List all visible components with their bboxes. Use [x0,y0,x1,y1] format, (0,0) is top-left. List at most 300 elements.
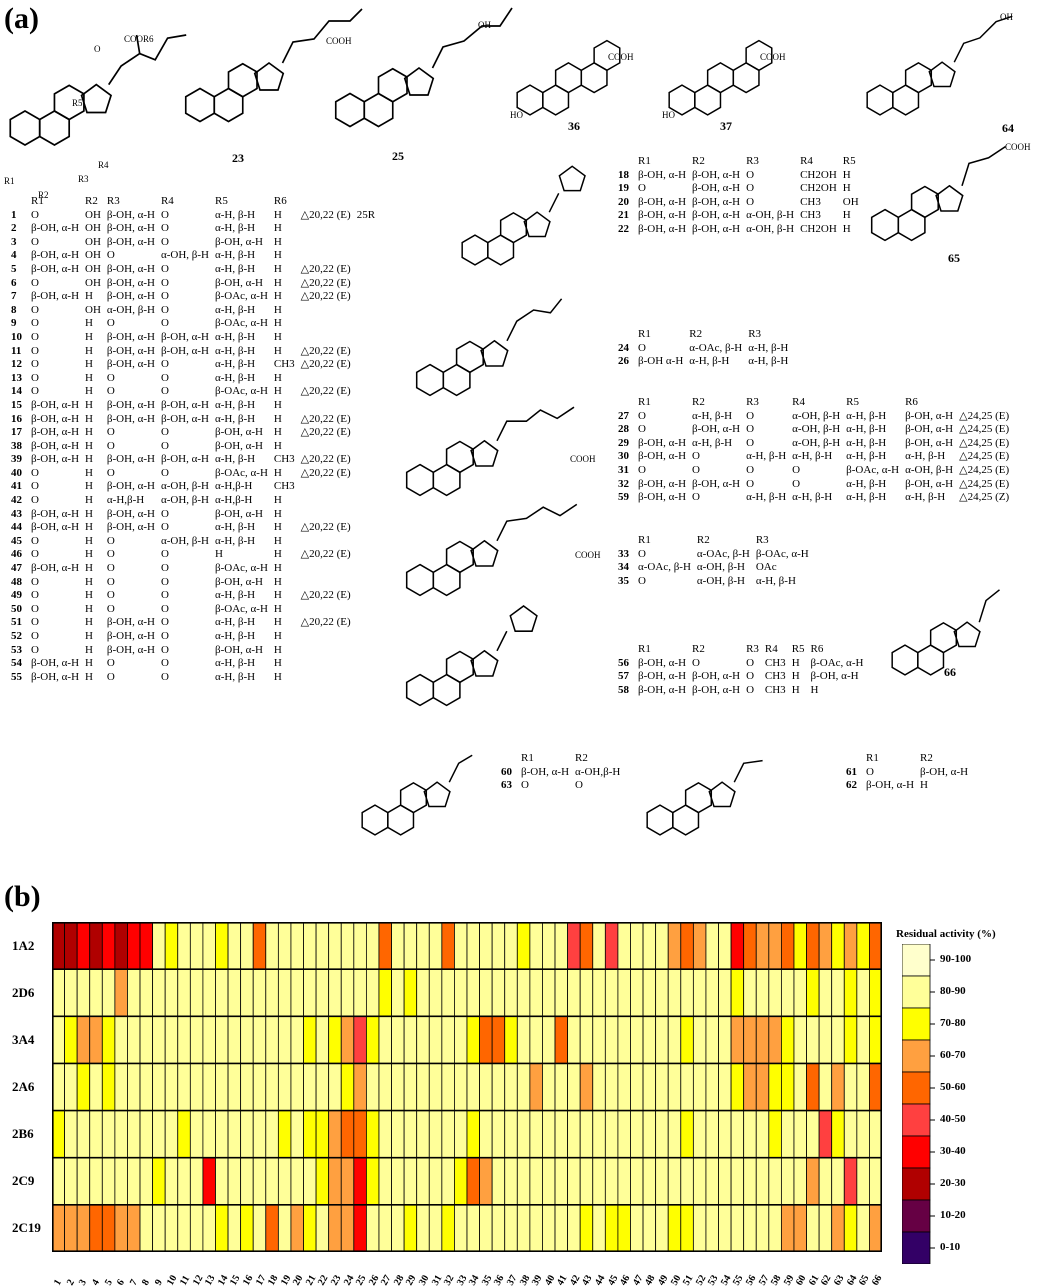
heatmap-cell [605,1016,618,1063]
heatmap-cell [744,1016,757,1063]
table-cell: O [31,616,39,629]
heatmap-cell [127,1158,140,1205]
table-cell: α-H, β-H [846,477,887,490]
table-header-row [615,534,812,548]
table-cell: α-OH, β-H [160,494,209,507]
heatmap-cell [832,922,845,969]
heatmap-cell [517,1063,530,1110]
table-cell [298,236,354,250]
table-row [8,657,378,671]
table-cell: α-OH, β-H [160,534,209,547]
table-cell: α-OH,β-H [575,765,621,778]
heatmap-cell [127,1111,140,1158]
compound-number: 31 [618,463,629,476]
heatmap-cell [819,969,832,1016]
heatmap-cell [542,922,555,969]
table-cell: O [746,409,755,422]
legend-label: 90-100 [940,953,972,965]
compound-number: 42 [11,494,22,507]
heatmap-cell [769,1205,782,1252]
heatmap-cell [316,1016,329,1063]
heatmap-cell [379,1205,392,1252]
table-row [8,426,378,440]
compound-number: 57 [618,670,629,683]
heatmap-cell [190,969,203,1016]
heatmap-cell [719,1111,732,1158]
heatmap-cell [643,1205,656,1252]
table-row [8,548,378,562]
table-cell: H [791,656,800,669]
heatmap-column-label: 33 [454,1273,470,1288]
heatmap-cell [480,922,493,969]
heatmap-cell [706,1016,719,1063]
table-cell: O [106,466,115,479]
table-cell: O [31,330,39,343]
table-cell: O [31,276,39,289]
heatmap-column-label: 46 [618,1273,633,1288]
label-23-cooh: COOH [326,36,352,46]
heatmap-cell [656,969,669,1016]
heatmap-cell [454,1063,467,1110]
compound-number: 52 [11,630,22,642]
heatmap-cell [492,1111,505,1158]
table-cell: H [273,371,282,384]
table-cell: β-OH, α-H [106,235,155,248]
table-cell: α-H, β-H [746,491,787,504]
compound-number: 40 [11,466,22,479]
heatmap-cell [656,1205,669,1252]
heatmap-column-label: 42 [567,1273,583,1288]
compound-number: 24 [618,341,629,354]
heatmap-cell [65,1063,78,1110]
heatmap-cell [857,1063,870,1110]
heatmap-cell [656,1111,669,1158]
table-cell: O [160,222,169,235]
heatmap-column-label: 56 [743,1273,759,1288]
table-header-cell: R2 [920,752,933,764]
table-61-62 [843,752,971,793]
heatmap-cell [668,1016,681,1063]
table-56-58 [615,643,866,697]
heatmap-cell [140,1158,153,1205]
heatmap-cell [329,1016,342,1063]
heatmap-cell [807,1158,820,1205]
table-cell: β-OH, α-H [214,426,264,439]
heatmap-cell [77,922,90,969]
compound-number: 38 [11,439,22,452]
table-cell: CH2OH [800,168,837,181]
table-cell [298,331,354,345]
heatmap-cell [153,1205,166,1252]
table-cell: O [31,630,39,642]
table-header-cell: R2 [692,396,705,408]
heatmap-cell [492,1158,505,1205]
heatmap-cell [681,1158,694,1205]
compound-number-65: 65 [948,251,960,265]
table-header-row [8,195,378,209]
heatmap-cell [165,922,178,969]
heatmap-cell [354,1016,367,1063]
heatmap-cell [115,1016,128,1063]
heatmap-cell [731,1158,744,1205]
heatmap-cell [580,1111,593,1158]
heatmap-cell [769,969,782,1016]
table-cell: α-H, β-H [792,491,833,504]
table-cell [298,657,354,671]
table-cell: O [106,534,115,547]
heatmap-cell [530,1016,543,1063]
heatmap-cell [844,1111,857,1158]
heatmap-cell [454,1111,467,1158]
table-cell: α-H, β-H [689,355,730,368]
heatmap-cell [417,969,430,1016]
table-cell [298,222,354,236]
table-cell: △20,22 (E) [300,616,351,629]
heatmap-cell [354,969,367,1016]
table-cell: α-H, β-H [214,453,256,466]
compound-number: 11 [11,344,22,357]
table-cell: α-H, β-H [846,423,887,436]
table-cell: β-OH, α-H [106,412,155,425]
table-row [8,562,378,576]
compound-number: 12 [11,358,22,371]
compound-number: 20 [618,195,629,208]
compound-number: 30 [618,450,629,463]
table-header-cell: R1 [638,328,651,340]
heatmap-column-label: 30 [416,1273,432,1288]
heatmap-cell [165,1111,178,1158]
heatmap-cell [140,1063,153,1110]
table-row [843,766,971,780]
compound-number: 13 [11,371,22,384]
heatmap-cell [354,1111,367,1158]
heatmap-column-label: 62 [819,1273,834,1288]
table-cell: O [638,547,646,560]
heatmap-column-label: 36 [492,1273,507,1288]
table-cell: β-OH, α-H [905,436,954,449]
table-cell: H [85,534,93,547]
legend-label: 80-90 [940,985,966,997]
table-cell: O [692,463,700,476]
heatmap-column-label: 17 [253,1273,269,1288]
heatmap-cell [668,1111,681,1158]
heatmap-cell [492,1016,505,1063]
heatmap-cell [517,1016,530,1063]
table-cell: H [85,453,93,466]
heatmap-cell [819,1111,832,1158]
heatmap-cell [392,1158,405,1205]
table-cell: H [791,683,800,696]
heatmap-cell [190,1016,203,1063]
heatmap-cell [643,922,656,969]
heatmap-cell [165,1063,178,1110]
table-cell: △24,25 (E) [959,436,1010,449]
compound-number: 7 [11,290,17,303]
heatmap-cell [102,1016,115,1063]
table-cell: β-OH, α-H [214,276,264,289]
heatmap-cell [304,1205,317,1252]
table-row [8,399,378,413]
heatmap-cell [203,1158,216,1205]
table-cell [354,358,378,372]
table-cell: β-OH, α-H [214,507,264,520]
table-header-cell: R4 [160,195,174,207]
table-row [8,508,378,522]
table-header-cell: R1 [638,155,651,167]
table-cell: H [85,643,93,656]
table-header-cell: R3 [748,328,762,340]
table-row [8,331,378,345]
heatmap-cell [467,969,480,1016]
heatmap-cell [379,1158,392,1205]
heatmap-cell [379,922,392,969]
table-row [8,358,378,372]
table-cell [354,317,378,331]
heatmap-cell [492,1063,505,1110]
heatmap-cell [392,1205,405,1252]
table-cell: H [85,385,93,398]
heatmap-cell [756,969,769,1016]
table-cell [298,671,354,685]
heatmap-cell [392,1111,405,1158]
table-cell: OH [842,195,859,208]
heatmap-column-label: 15 [228,1273,243,1288]
table-cell: α-H, β-H [905,450,946,463]
heatmap-column-label: 14 [215,1273,231,1288]
table-cell: β-OH, α-H [31,262,80,275]
heatmap-cell [354,1063,367,1110]
table-cell: O [792,463,801,476]
heatmap-cell [467,1016,480,1063]
heatmap-cell [115,1158,128,1205]
heatmap-cell [844,1016,857,1063]
table-cell [354,453,378,467]
table-cell: β-OH, α-H [106,208,155,221]
table-cell [354,304,378,318]
heatmap-cell [681,1016,694,1063]
table-cell: O [31,480,39,493]
table-cell: β-OH, α-H [214,643,264,656]
compound-number: 60 [501,765,512,778]
table-cell: H [273,643,282,656]
table-cell [354,480,378,494]
table-cell: β-OAc, α-H [846,463,900,476]
heatmap-cell [530,1111,543,1158]
table-cell: O [692,450,700,463]
table-row [615,548,812,562]
heatmap-cell [542,1205,555,1252]
heatmap-cell [102,922,115,969]
table-cell [354,494,378,508]
heatmap-cell [744,922,757,969]
heatmap-cell [643,1158,656,1205]
table-cell: β-OAc, α-H [755,547,809,560]
heatmap-cell [568,1158,581,1205]
table-cell: O [160,290,169,303]
heatmap-cell [706,1063,719,1110]
heatmap-cell [568,1016,581,1063]
table-header-cell: R4 [800,155,813,167]
heatmap-column-label: 43 [580,1273,595,1288]
table-cell: O [575,779,583,792]
heatmap-cell [65,922,78,969]
heatmap-cell [731,1205,744,1252]
heatmap [52,922,882,1252]
heatmap-cell [52,969,65,1016]
table-row [8,385,378,399]
table-cell: O [160,208,169,221]
heatmap-cell [140,969,153,1016]
heatmap-cell [630,1205,643,1252]
heatmap-cell [77,1158,90,1205]
table-cell: O [160,575,169,588]
table-cell: H [85,426,93,439]
heatmap-cell [857,1111,870,1158]
table-cell: α-H, β-H [214,222,256,235]
table-cell [298,562,354,576]
table-cell: α-H, β-H [214,589,256,602]
table-cell: β-OH, α-H [31,222,80,235]
table-row [498,766,623,780]
compound-number: 53 [11,643,22,656]
table-cell: O [31,235,39,248]
heatmap-cell [354,922,367,969]
heatmap-cell [165,969,178,1016]
heatmap-cell [404,1158,417,1205]
table-cell: CH3 [800,209,821,222]
heatmap-cell [756,1158,769,1205]
table-cell: H [85,344,93,357]
heatmap-cell [605,1158,618,1205]
compound-number: 35 [618,574,629,587]
table-cell: △20,22 (E) [300,412,351,425]
heatmap-cell [530,1063,543,1110]
heatmap-column-label: 20 [291,1273,306,1288]
compound-number: 6 [11,276,17,289]
table-row [8,644,378,658]
heatmap-cell [102,1063,115,1110]
heatmap-cell [819,1016,832,1063]
heatmap-cell [77,969,90,1016]
heatmap-cell [417,1158,430,1205]
table-cell: O [106,426,115,439]
heatmap-cell [844,922,857,969]
heatmap-cell [241,1111,254,1158]
table-cell: β-OH, α-H [31,398,80,411]
table-cell: CH3 [273,358,295,371]
heatmap-cell [517,969,530,1016]
table-header-cell: R1 [638,396,651,408]
heatmap-cell [756,922,769,969]
heatmap-cell [832,969,845,1016]
heatmap-cell [329,969,342,1016]
table-row [615,491,1012,505]
heatmap-cell [203,1205,216,1252]
heatmap-cell [807,1111,820,1158]
heatmap-cell [404,1111,417,1158]
table-cell: OH [85,262,101,275]
table-cell [298,317,354,331]
legend-swatch [902,1168,930,1200]
table-cell: O [106,562,115,575]
heatmap-cell [417,1205,430,1252]
table-cell: O [31,534,39,547]
table-header-cell [956,396,1012,410]
table-cell: O [746,436,755,449]
table-row [615,670,866,684]
heatmap-cell [316,1111,329,1158]
table-cell: CH3 [800,195,821,208]
heatmap-cell [278,922,291,969]
heatmap-cell [630,1111,643,1158]
table-cell: β-OH, α-H [106,453,155,466]
heatmap-cell [517,1158,530,1205]
table-cell: H [85,371,93,384]
table-cell: α-H, β-H [748,341,789,354]
compound-number: 14 [11,385,22,398]
table-cell: O [638,463,646,476]
heatmap-cell [844,969,857,1016]
table-cell: △24,25 (Z) [959,491,1010,504]
table-cell [354,671,378,685]
table-cell: O [160,548,169,561]
heatmap-cell [807,1063,820,1110]
heatmap-cell [781,1063,794,1110]
heatmap-cell [731,1016,744,1063]
heatmap-cell [794,1205,807,1252]
heatmap-cell [178,1016,191,1063]
table-cell: O [31,548,39,561]
table-cell: △20,22 (E) [300,548,351,561]
heatmap-cell [857,922,870,969]
table-cell: CH3 [273,480,295,493]
table-cell [354,331,378,345]
heatmap-cell [140,1205,153,1252]
table-cell: H [273,657,282,670]
heatmap-cell [52,1205,65,1252]
compound-number-36: 36 [568,119,580,133]
heatmap-cell [178,922,191,969]
table-cell: O [31,317,39,330]
heatmap-cell [530,969,543,1016]
heatmap-cell [316,1063,329,1110]
heatmap-cell [542,1158,555,1205]
heatmap-cell [693,1111,706,1158]
compound-number: 17 [11,426,22,439]
table-header-cell: R3 [746,155,759,167]
table-cell: H [85,670,93,683]
heatmap-cell [115,969,128,1016]
heatmap-cell [404,1016,417,1063]
table-cell: H [273,330,282,343]
heatmap-cell [203,969,216,1016]
table-cell [354,277,378,291]
heatmap-cell [140,1111,153,1158]
heatmap-cell [454,969,467,1016]
table-cell [354,508,378,522]
heatmap-cell [215,1158,228,1205]
table-cell: O [31,358,39,371]
heatmap-cell [329,1158,342,1205]
table-cell: H [85,589,93,602]
heatmap-cell [392,1063,405,1110]
table-cell: β-OH, α-H [160,412,209,425]
table-row [8,589,378,603]
heatmap-cell [178,969,191,1016]
heatmap-cell [90,1158,103,1205]
legend-swatch [902,1008,930,1040]
heatmap-cell [857,1158,870,1205]
